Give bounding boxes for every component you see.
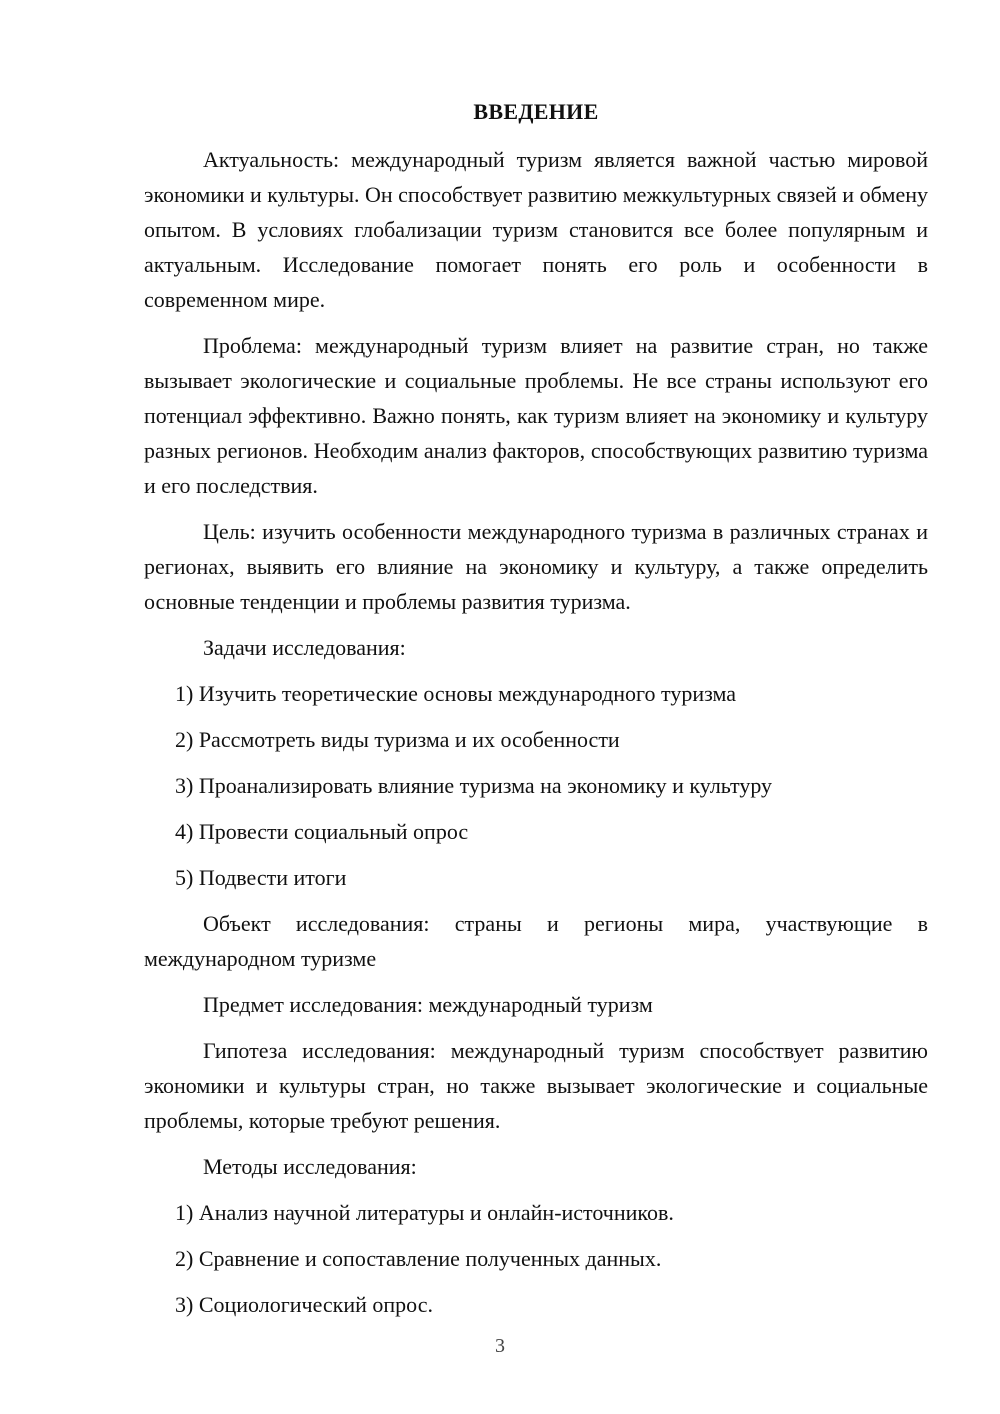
methods-list [144, 1195, 928, 1322]
subject-paragraph: Предмет исследования: международный туризм [203, 992, 653, 1017]
section-title: ВВЕДЕНИЕ [473, 99, 599, 124]
goal-paragraph: Цель: изучить особенности международного туризма в различных странах и регионах, выявить его влияние на экономику и культуру, а также определить основные тенденции и проблемы развития туризма. [144, 519, 928, 614]
page-content [144, 94, 928, 1333]
page-number: 3 [495, 1335, 505, 1357]
object-paragraph: Объект исследования: страны и регионы мира, участвующие в международном туризме [144, 911, 928, 971]
hypothesis-paragraph: Гипотеза исследования: международный туризм способствует развитию экономики и культуры стран, но также вызывает экологические и социальные проблемы, которые требуют решения. [144, 1038, 928, 1133]
tasks-heading: Задачи исследования: [203, 635, 406, 660]
task-item: 4) Провести социальный опрос [175, 819, 469, 844]
method-item: 1) Анализ научной литературы и онлайн-источников. [175, 1200, 674, 1225]
methods-heading: Методы исследования: [203, 1154, 417, 1179]
task-item: 2) Рассмотреть виды туризма и их особенности [175, 727, 620, 752]
task-item: 5) Подвести итоги [175, 865, 347, 890]
problem-paragraph: Проблема: международный туризм влияет на развитие стран, но также вызывает экологические и социальные проблемы. Не все страны используют его потенциал эффективно. Важно понять, как туризм влияет на экономику и культуру разных регионов. Необходим анализ факторов, способствующих развитию туризма и его последствия. [144, 333, 928, 498]
method-item: 3) Социологический опрос. [175, 1292, 433, 1317]
task-item: 1) Изучить теоретические основы международного туризма [175, 681, 737, 706]
relevance-paragraph: Актуальность: международный туризм является важной частью мировой экономики и культуры. Он способствует развитию межкультурных связей и обмену опытом. В условиях глобализации туризм становится все более популярным и актуальным. Исследование помогает понять его роль и особенности в современном мире. [144, 147, 929, 312]
tasks-list [144, 676, 928, 895]
task-item: 3) Проанализировать влияние туризма на экономику и культуру [175, 773, 773, 798]
method-item: 2) Сравнение и сопоставление полученных данных. [175, 1246, 662, 1271]
